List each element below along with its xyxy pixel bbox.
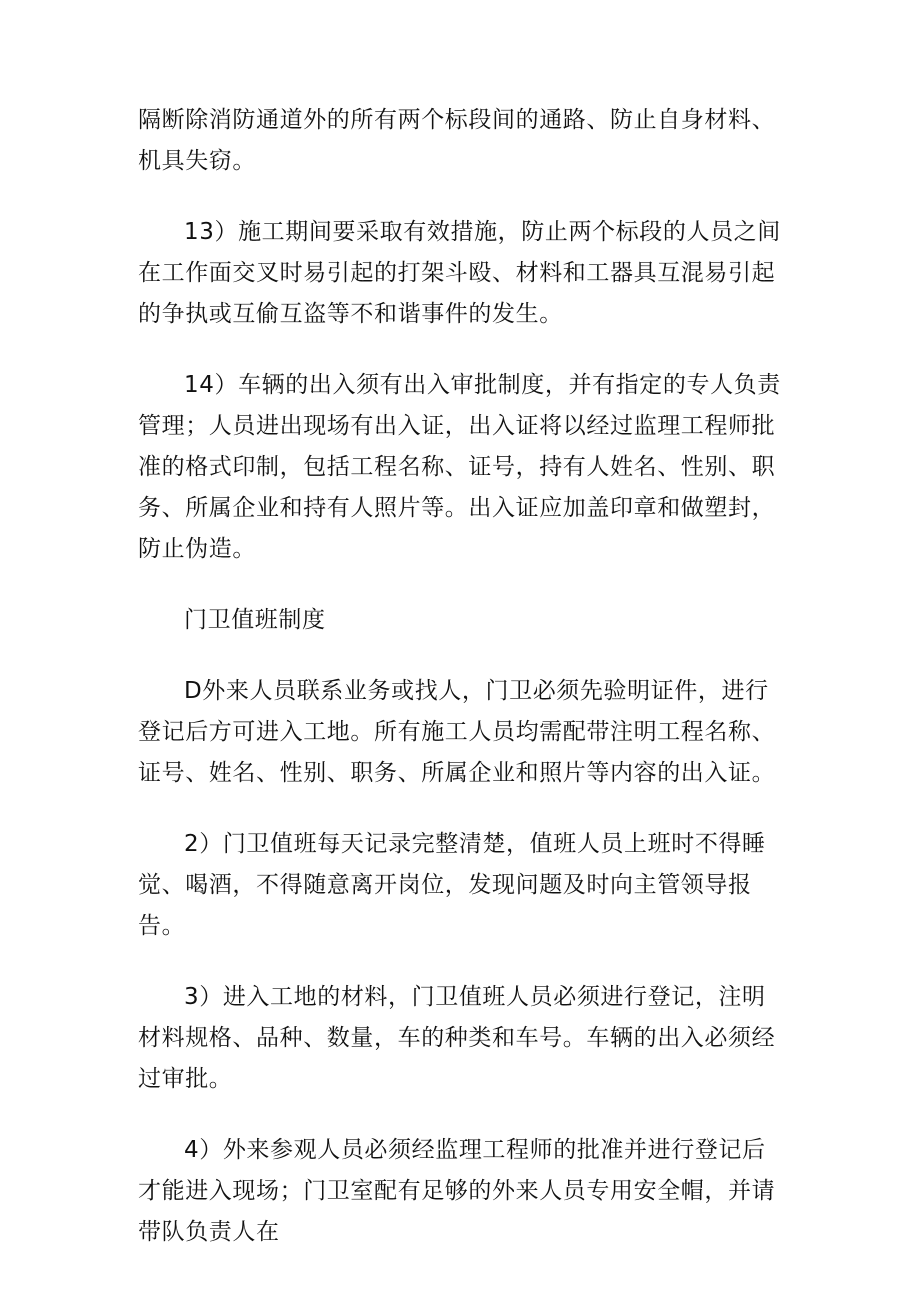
paragraph-gap — [138, 1100, 788, 1130]
paragraph-gap — [138, 182, 788, 212]
paragraph-gap — [138, 947, 788, 977]
paragraph-item-1: D外来人员联系业务或找人，门卫必须先验明证件，进行登记后方可进入工地。所有施工人员均需配带注明工程名称、证号、姓名、性别、职务、所属企业和照片等内容的出入证。 — [138, 678, 776, 786]
paragraph-item-4: 4）外来参观人员必须经监理工程师的批准并进行登记后才能进入现场；门卫室配有足够的外来人员专用安全帽，并请带队负责人在 — [138, 1137, 776, 1245]
paragraph-gap — [138, 335, 788, 365]
paragraph-gap — [138, 570, 788, 600]
paragraph-item-2: 2）门卫值班每天记录完整清楚，值班人员上班时不得睡觉、喝酒，不得随意离开岗位，发现问题及时向主管领导报告。 — [138, 831, 766, 939]
paragraph-gap — [138, 641, 788, 671]
paragraph-continued: 隔断除消防通道外的所有两个标段间的通路、防止自身材料、机具失窃。 — [138, 107, 776, 174]
section-heading: 门卫值班制度 — [184, 607, 326, 633]
paragraph-item-3: 3）进入工地的材料，门卫值班人员必须进行登记，注明材料规格、品种、数量，车的种类和车号。车辆的出入必须经过审批。 — [138, 984, 776, 1092]
paragraph-item-13: 13）施工期间要采取有效措施，防止两个标段的人员之间在工作面交叉时易引起的打架斗殴、材料和工器具互混易引起的争执或互偷互盗等不和谐事件的发生。 — [138, 219, 781, 327]
document-body — [138, 100, 788, 1253]
paragraph-gap — [138, 794, 788, 824]
paragraph-item-14: 14）车辆的出入须有出入审批制度，并有指定的专人负责管理；人员进出现场有出入证，出入证将以经过监理工程师批准的格式印制，包括工程名称、证号，持有人姓名、性别、职务、所属企业和持有人照片等。出入证应加盖印章和做塑封，防止伪造。 — [138, 372, 781, 562]
